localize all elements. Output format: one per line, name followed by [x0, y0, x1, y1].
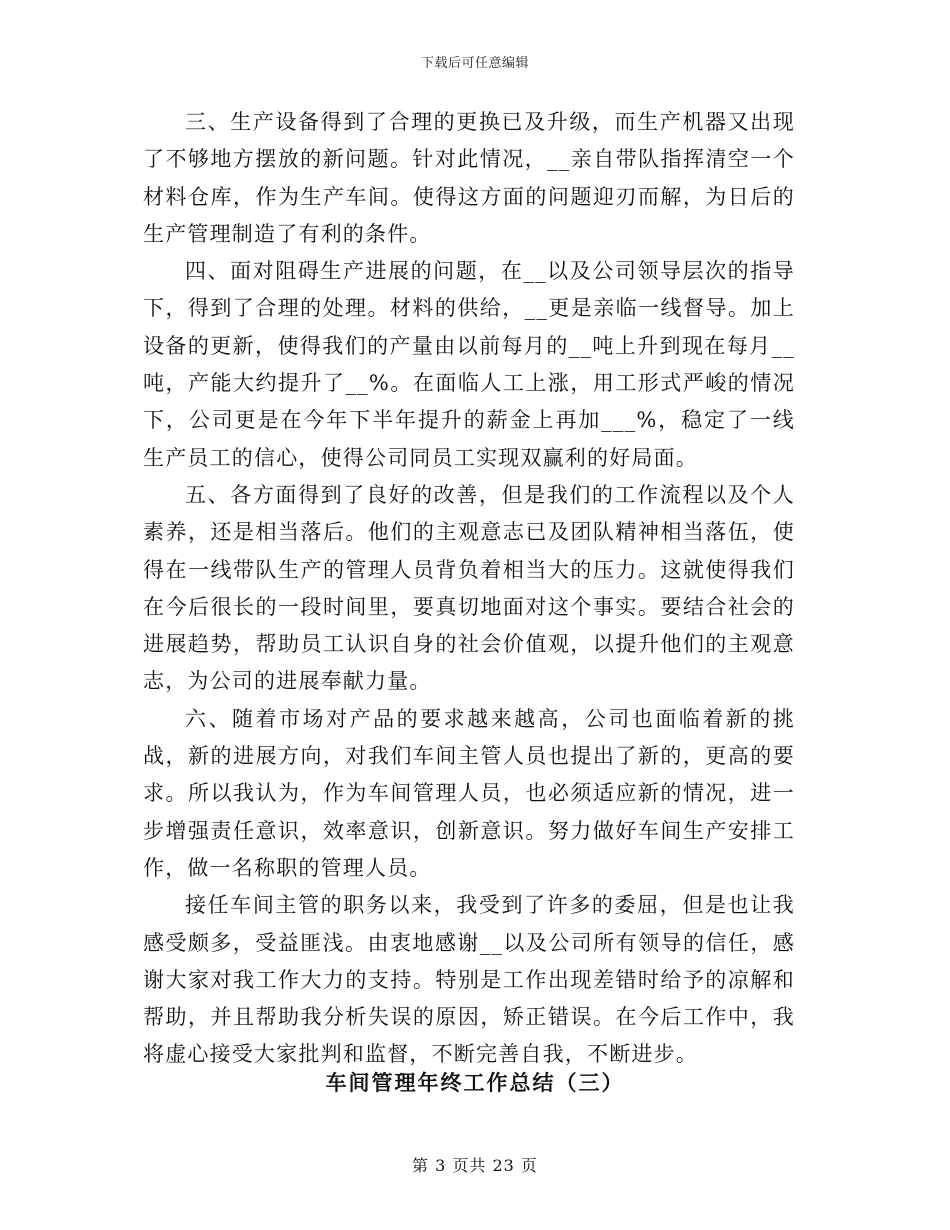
paragraph-section-3: 三、生产设备得到了合理的更换已及升级，而生产机器又出现了不够地方摆放的新问题。针对此情况，__亲自带队指挥清空一个材料仓库，作为生产车间。使得这方面的问题迎刃而解，为日后的生产管理制造了有利的条件。: [143, 110, 795, 246]
document-body: [143, 104, 795, 1074]
paragraph-section-4: 四、面对阻碍生产进展的问题，在__以及公司领导层次的指导下，得到了合理的处理。材料的供给，__更是亲临一线督导。加上设备的更新，使得我们的产量由以前每月的__吨上升到现在每月__吨，产能大约提升了__%。在面临人工上涨，用工形式严峻的情况下，公司更是在今年下半年提升的薪金上再加___%，稳定了一线生产员工的信心，使得公司同员工实现双赢利的好局面。: [143, 259, 795, 470]
paragraph-closing: 接任车间主管的职务以来，我受到了许多的委屈，但是也让我感受颇多，受益匪浅。由衷地感谢__以及公司所有领导的信任，感谢大家对我工作大力的支持。特别是工作出现差错时给予的凉解和帮助，并且帮助我分析失误的原因，矫正错误。在今后工作中，我将虚心接受大家批判和监督，不断完善自我，不断进步。: [143, 893, 795, 1067]
section-title: 车间管理年终工作总结（三）: [325, 1071, 625, 1095]
paragraph-section-6: 六、随着市场对产品的要求越来越高，公司也面临着新的挑战，新的进展方向，对我们车间主管人员也提出了新的，更高的要求。所以我认为，作为车间管理人员，也必须适应新的情况，进一步增强责任意识，效率意识，创新意识。努力做好车间生产安排工作，做一名称职的管理人员。: [143, 706, 795, 880]
page-footer: 第 3 页共 23 页: [412, 1156, 538, 1175]
paragraph-section-5: 五、各方面得到了良好的改善，但是我们的工作流程以及个人素养，还是相当落后。他们的主观意志已及团队精神相当落伍，使得在一线带队生产的管理人员背负着相当大的压力。这就使得我们在今后很长的一段时间里，要真切地面对这个事实。要结合社会的进展趋势，帮助员工认识自身的社会价值观，以提升他们的主观意志，为公司的进展奉献力量。: [143, 482, 795, 694]
page-header-note: 下载后可任意编辑: [420, 56, 529, 71]
